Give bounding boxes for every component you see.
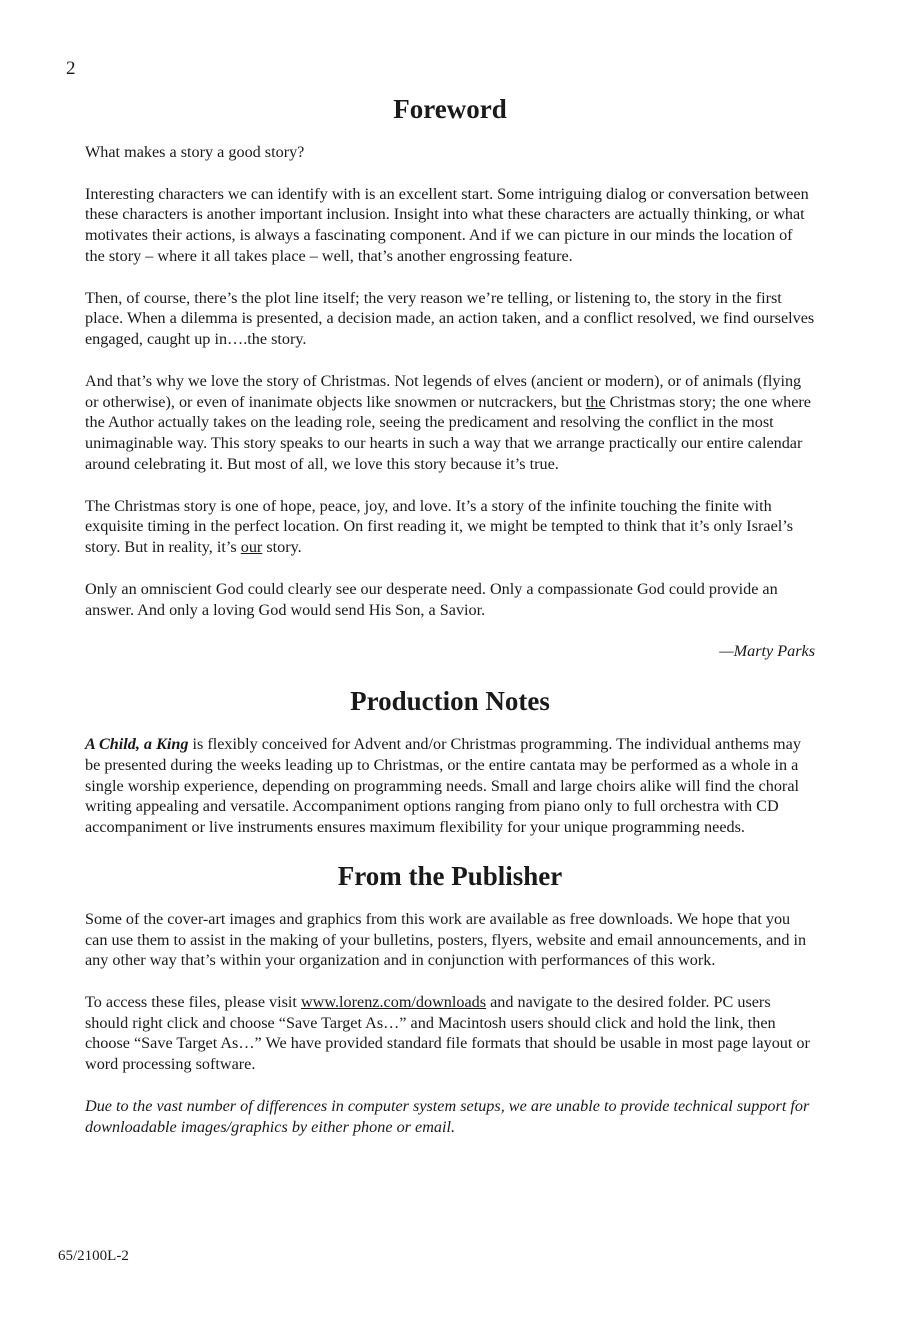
downloads-link[interactable]: www.lorenz.com/downloads — [300, 992, 487, 1011]
foreword-p4-text-b: Christmas story; the one where the Author actually takes on the leading role, seeing the predicament and resolving the conflict in the most unimaginable way. This story speaks to our hearts in such a way that we arrange practically our entire calendar around celebrating it. But most of all, we love this story because it’s true. — [85, 392, 811, 473]
publisher-p2-text-b: and navigate to the desired folder. PC users should right click and choose “Save Target As…” and Macintosh users should click and hold the link, then choose “Save Target As…” We have provided standard file formats that should be usable in most page layout or word processing software. — [85, 992, 810, 1074]
foreword-p5-underlined: our — [240, 538, 263, 557]
foreword-heading: Foreword — [393, 94, 507, 124]
publisher-paragraph-1: Some of the cover-art images and graphics from this work are available as free downloads. We hope that you can use them to assist in the making of your bulletins, posters, flyers, website and email announcements, and in any other way that’s within your organization and in conjunction with performances of this work. — [85, 909, 807, 970]
foreword-signature: —Marty Parks — [719, 642, 815, 661]
foreword-paragraph-5 — [85, 496, 815, 558]
page-content — [85, 92, 815, 1158]
foreword-p5-text-a: The Christmas story is one of hope, peace, joy, and love. It’s a story of the infinite touching the finite with exquisite timing in the perfect location. On first reading it, we might be tempted to think that it’s only Israel’s story. But in reality, it’s — [85, 496, 794, 557]
foreword-paragraph-3: Then, of course, there’s the plot line itself; the very reason we’re telling, or listening to, the story in the first place. When a dilemma is presented, a decision made, an action taken, and a conflict resolved, we find ourselves engaged, caught up in….the story. — [85, 288, 815, 349]
page-number: 2 — [66, 58, 76, 79]
work-title: A Child, a King — [85, 734, 189, 753]
foreword-p4-text-a: And that’s why we love the story of Christmas. Not legends of elves (ancient or modern), or of animals (flying or otherwise), or even of inanimate objects like snowmen or nutcrackers, but — [85, 371, 802, 411]
publisher-paragraph-2 — [85, 992, 815, 1075]
foreword-paragraph-6: Only an omniscient God could clearly see our desperate need. Only a compassionate God could provide an answer. And only a loving God would send His Son, a Savior. — [85, 579, 778, 619]
foreword-p4-underlined: the — [585, 392, 606, 411]
publisher-heading: From the Publisher — [337, 860, 563, 891]
foreword-paragraph-1: What makes a story a good story? — [85, 143, 305, 161]
foreword-p5-text-b: story. — [262, 538, 302, 557]
production-notes-paragraph — [85, 734, 815, 838]
production-notes-heading: Production Notes — [350, 685, 550, 716]
footer-catalog-code: 65/2100L-2 — [58, 1248, 129, 1264]
publisher-disclaimer: Due to the vast number of differences in computer system setups, we are unable to provide technical support for downloadable images/graphics by either phone or email. — [85, 1096, 810, 1136]
production-notes-body: is flexibly conceived for Advent and/or Christmas programming. The individual anthems may be presented during the weeks leading up to Christmas, or the entire cantata may be performed as a whole in a single worship experience, depending on programming needs. Small and large choirs alike will find the choral writing appealing and versatile. Accompaniment options ranging from piano only to full orchestra with CD accompaniment or live instruments ensures maximum flexibility for your unique programming needs. — [85, 734, 801, 837]
publisher-p2-text-a: To access these files, please visit — [85, 992, 301, 1011]
foreword-paragraph-4 — [85, 371, 815, 475]
foreword-paragraph-2: Interesting characters we can identify with is an excellent start. Some intriguing dialog or conversation between these characters is another important inclusion. Insight into what these characters are actually thinking, or what motivates their actions, is always a fascinating component. And if we can picture in our minds the location of the story – where it all takes place – well, that’s another engrossing feature. — [85, 184, 809, 265]
